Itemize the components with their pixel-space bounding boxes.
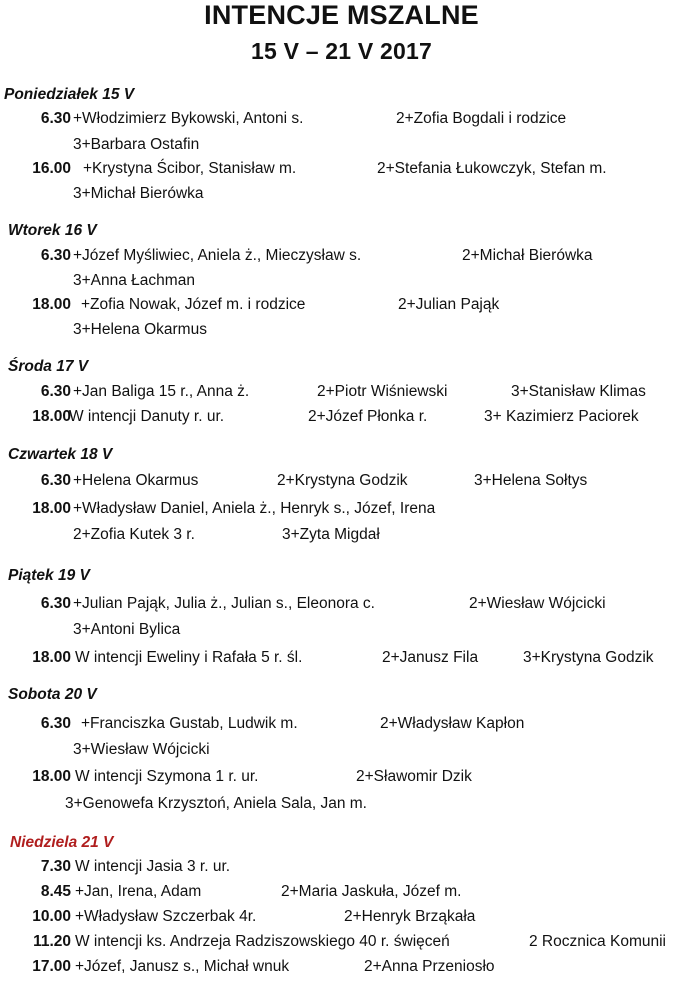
mass-time: 6.30	[40, 247, 71, 264]
intention-line	[0, 500, 683, 522]
intention-line	[0, 272, 683, 294]
intention-text: 3+Helena Sołtys	[474, 472, 588, 489]
intention-text: W intencji Szymona 1 r. ur.	[75, 768, 259, 785]
mass-time: 16.00	[32, 160, 71, 177]
mass-time: 6.30	[40, 472, 71, 489]
intention-line	[0, 110, 683, 132]
intention-line	[0, 741, 683, 763]
day-heading: Czwartek 18 V	[8, 446, 113, 463]
mass-time: 6.30	[40, 595, 71, 612]
intention-text: +Franciszka Gustab, Ludwik m.	[81, 715, 298, 732]
intention-text: +Józef Myśliwiec, Aniela ż., Mieczysław s.	[73, 247, 362, 264]
mass-time: 6.30	[40, 383, 71, 400]
intention-line	[0, 768, 683, 790]
intention-text: 2+Henryk Brząkała	[344, 908, 476, 925]
intention-text: 3+Stanisław Klimas	[511, 383, 646, 400]
mass-time: 18.00	[32, 500, 71, 517]
intention-text: 2+Piotr Wiśniewski	[317, 383, 448, 400]
intention-text: +Władysław Szczerbak 4r.	[75, 908, 257, 925]
intention-text: 2 Rocznica Komunii	[529, 933, 666, 950]
intention-line	[0, 321, 683, 343]
intention-text: 3+Barbara Ostafin	[73, 136, 200, 153]
intention-text: 2+Stefania Łukowczyk, Stefan m.	[377, 160, 607, 177]
intention-text: +Krystyna Ścibor, Stanisław m.	[83, 160, 297, 177]
mass-time: 11.20	[33, 933, 71, 950]
intention-line	[0, 296, 683, 318]
intention-text: W intencji ks. Andrzeja Radziszowskiego 40 r. święceń	[75, 933, 450, 950]
intention-text: 3+Wiesław Wójcicki	[73, 741, 210, 758]
intention-line	[0, 408, 683, 430]
intention-line	[0, 595, 683, 617]
day-heading: Wtorek 16 V	[8, 222, 97, 239]
intention-text: 2+Wiesław Wójcicki	[469, 595, 606, 612]
intention-line	[0, 649, 683, 671]
intention-line	[0, 136, 683, 158]
intention-line	[0, 858, 683, 880]
intention-text: 2+Władysław Kapłon	[380, 715, 525, 732]
intention-text: W intencji Eweliny i Rafała 5 r. śl.	[75, 649, 303, 666]
mass-time: 8.45	[40, 883, 71, 900]
day-heading: Piątek 19 V	[8, 567, 90, 584]
intention-text: 3+Anna Łachman	[73, 272, 195, 289]
intention-text: 3+ Kazimierz Paciorek	[484, 408, 639, 425]
intention-line	[0, 472, 683, 494]
intention-text: 2+Anna Przeniosło	[364, 958, 495, 975]
intention-text: 2+Maria Jaskuła, Józef m.	[281, 883, 462, 900]
mass-time: 7.30	[40, 858, 71, 875]
intention-text: +Jan, Irena, Adam	[75, 883, 202, 900]
mass-time: 17.00	[32, 958, 71, 975]
intention-text: +Włodzimierz Bykowski, Antoni s.	[73, 110, 304, 127]
intention-text: 2+Sławomir Dzik	[356, 768, 472, 785]
intention-text: +Władysław Daniel, Aniela ż., Henryk s., Józef, Irena	[73, 500, 436, 517]
intention-text: 3+Genowefa Krzysztoń, Aniela Sala, Jan m.	[65, 795, 367, 812]
intention-text: 3+Helena Okarmus	[73, 321, 207, 338]
intention-text: 3+Zyta Migdał	[282, 526, 380, 543]
day-heading: Poniedziałek 15 V	[4, 86, 135, 103]
mass-time: 18.00	[32, 296, 71, 313]
intention-line	[0, 185, 683, 207]
intention-line	[0, 160, 683, 182]
intention-line	[0, 795, 683, 817]
intention-text: 2+Józef Płonka r.	[308, 408, 428, 425]
intention-text: 2+Zofia Kutek 3 r.	[73, 526, 195, 543]
intention-line	[0, 933, 683, 955]
intention-text: 3+Michał Bierówka	[73, 185, 204, 202]
intention-text: +Józef, Janusz s., Michał wnuk	[75, 958, 290, 975]
intention-text: 2+Zofia Bogdali i rodzice	[396, 110, 567, 127]
intention-line	[0, 621, 683, 643]
mass-time: 18.00	[32, 408, 71, 425]
day-heading: Niedziela 21 V	[10, 834, 114, 851]
intention-text: W intencji Jasia 3 r. ur.	[75, 858, 231, 875]
intention-text: +Zofia Nowak, Józef m. i rodzice	[81, 296, 306, 313]
mass-time: 18.00	[32, 768, 71, 785]
intention-text: 2+Julian Pająk	[398, 296, 500, 313]
intention-text: 2+Janusz Fila	[382, 649, 479, 666]
day-heading: Sobota 20 V	[8, 686, 97, 703]
mass-time: 6.30	[40, 715, 71, 732]
intention-text: 3+Krystyna Godzik	[523, 649, 654, 666]
document-title: INTENCJE MSZALNE	[204, 0, 479, 30]
intention-text: W intencji Danuty r. ur.	[69, 408, 225, 425]
intention-text: +Jan Baliga 15 r., Anna ż.	[73, 383, 250, 400]
mass-time: 10.00	[32, 908, 71, 925]
intention-text: +Helena Okarmus	[73, 472, 199, 489]
mass-time: 6.30	[40, 110, 71, 127]
intention-text: 2+Michał Bierówka	[462, 247, 593, 264]
mass-time: 18.00	[32, 649, 71, 666]
intention-line	[0, 883, 683, 905]
document-subtitle: 15 V – 21 V 2017	[251, 38, 432, 64]
intention-line	[0, 908, 683, 930]
intention-line	[0, 958, 683, 980]
intention-text: +Julian Pająk, Julia ż., Julian s., Eleonora c.	[73, 595, 375, 612]
intention-line	[0, 247, 683, 269]
intention-line	[0, 526, 683, 548]
day-heading: Środa 17 V	[8, 358, 89, 375]
intention-line	[0, 715, 683, 737]
intention-line	[0, 383, 683, 405]
intention-text: 3+Antoni Bylica	[73, 621, 181, 638]
intention-text: 2+Krystyna Godzik	[277, 472, 408, 489]
